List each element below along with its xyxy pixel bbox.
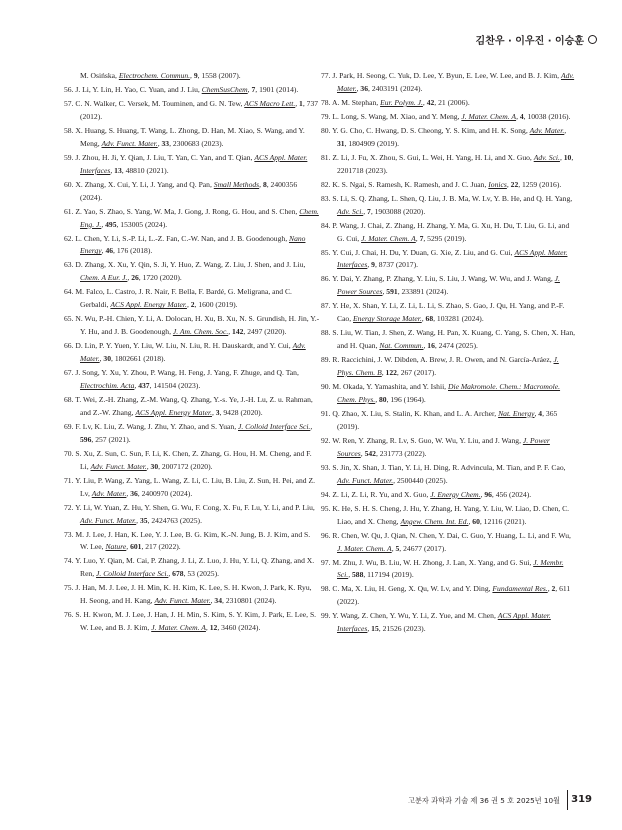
- reference-text: 75. J. Han, M. J. Lee, J. H. Min, K. H. Kim, K. Lee, S. H. Kwon, J. Park, K. Ryu, H. Seong, and H. Kang,: [64, 583, 312, 606]
- journal-name: Adv. Funct. Mater.: [154, 596, 211, 606]
- reference-text: 95. K. He, S. H. S. Cheng, J. Hu, Y. Zhang, H. Yang, Y. Liu, W. Liao, D. Chen, C. Liao, and X. Cheng,: [321, 503, 570, 526]
- journal-name: Adv. Funct. Mater.: [80, 515, 137, 525]
- reference-text: ,: [391, 543, 396, 553]
- reference-entry: [64, 84, 320, 97]
- footer-journal: 고분자 과학과 기술 제 36 권 5 호 2025년 10월: [408, 796, 560, 805]
- reference-text: , 257 (2021).: [91, 434, 131, 444]
- reference-text: ,: [381, 368, 386, 378]
- reference-entry: [321, 70, 577, 96]
- reference-text: 97. M. Zhu, J. Wu, B. Liu, W. H. Zhong, J. Lan, X. Yang, and G. Sui,: [321, 557, 534, 567]
- reference-text: 93. S. Jin, X. Shan, J. Tian, Y. Li, H. Ding, R. Advincula, M. Tian, and P. F. Cao,: [321, 462, 566, 472]
- reference-entry: [321, 111, 577, 124]
- volume-number: 36: [130, 488, 138, 498]
- reference-text: ,: [348, 570, 352, 580]
- reference-text: ,: [99, 354, 104, 364]
- reference-text: 58. X. Huang, S. Huang, T. Wang, L. Zhong, D. Han, M. Xiao, S. Wang, and Y. Meng,: [64, 125, 305, 148]
- reference-entry: [64, 340, 320, 366]
- reference-entry: [64, 555, 320, 581]
- journal-name: Eur. Polym. J.: [380, 97, 423, 107]
- journal-name: Nature: [105, 542, 127, 552]
- reference-text: ,: [127, 273, 132, 283]
- page-footer: [0, 794, 622, 808]
- journal-name: Chem. A Eur. J.: [80, 273, 128, 283]
- reference-text: 63. D. Zhang, X. Xu, Y. Qin, S. Ji, Y. Huo, Z. Wang, Z. Liu, J. Shen, and J. Liu,: [64, 260, 306, 270]
- reference-text: ,: [363, 206, 368, 216]
- volume-number: 495: [105, 219, 117, 229]
- reference-text: ,: [534, 408, 539, 418]
- reference-text: ,: [157, 138, 162, 148]
- reference-text: , 1802661 (2018).: [111, 354, 166, 364]
- reference-text: , 217 (2022).: [141, 542, 181, 552]
- journal-name: Small Methods: [213, 179, 260, 189]
- reference-text: ,: [506, 179, 511, 189]
- reference-entry: [64, 70, 320, 83]
- journal-name: ACS Appl. Mater. Interfaces: [337, 611, 551, 634]
- reference-text: , 53 (2025).: [183, 569, 219, 579]
- volume-number: 601: [130, 542, 142, 552]
- reference-text: , 9428 (2020).: [219, 407, 263, 417]
- volume-number: 542: [364, 448, 376, 458]
- reference-text: ,: [382, 287, 387, 297]
- reference-entry: [64, 582, 320, 608]
- reference-text: ,: [101, 246, 106, 256]
- header-authors: 김찬우 · 이우진 · 이승훈: [475, 36, 584, 47]
- volume-number: 68: [425, 314, 434, 324]
- reference-text: ,: [136, 515, 140, 525]
- reference-entry: [64, 152, 320, 178]
- reference-text: 82. K. S. Ngai, S. Ramesh, K. Ramesh, and J. C. Juan,: [321, 179, 489, 189]
- reference-entry: [64, 206, 320, 232]
- reference-text: 74. Y. Luo, Y. Qian, M. Cai, P. Zhang, J. Li, Z. Luo, J. Hu, Y. Li, Q. Zhang, and X. Ren,: [64, 556, 315, 579]
- volume-number: 3: [215, 407, 220, 417]
- volume-number: 678: [172, 569, 184, 579]
- volume-number: 8: [262, 179, 267, 189]
- reference-text: 56. J. Li, Y. Lin, H. Yao, C. Yuan, and J. Liu,: [64, 85, 202, 94]
- volume-number: 15: [371, 624, 379, 634]
- reference-text: , 365 (2019).: [337, 408, 558, 431]
- reference-entry: [321, 125, 577, 151]
- volume-number: 30: [103, 354, 112, 364]
- reference-text: 69. F. Lv, K. Liu, Z. Wang, J. Zhu, Y. Zhao, and S. Yuan,: [64, 421, 238, 431]
- journal-name: Electrochem. Commun.: [118, 71, 191, 80]
- reference-entry: [321, 557, 577, 583]
- reference-text: , 24677 (2017).: [399, 543, 447, 553]
- volume-number: 31: [337, 138, 345, 148]
- reference-text: 77. J. Park, H. Seong, C. Yuk, D. Lee, Y. Byun, E. Lee, W. Lee, and B. J. Kim,: [321, 71, 561, 80]
- journal-name: Adv. Mater.: [91, 488, 127, 498]
- reference-text: , 1901 (2014).: [255, 85, 299, 94]
- reference-text: , 1259 (2016).: [518, 179, 562, 189]
- reference-entry: [64, 313, 320, 339]
- volume-number: 7: [419, 233, 424, 243]
- reference-entry: [64, 125, 320, 151]
- volume-number: 2: [190, 300, 195, 310]
- journal-name: Adv. Funct. Mater.: [337, 475, 394, 485]
- reference-entry: [321, 273, 577, 299]
- reference-text: 94. Z. Li, Z. Li, R. Yu, and X. Guo,: [321, 489, 431, 499]
- journal-name: ChemSusChem: [201, 85, 248, 94]
- reference-text: ,: [468, 516, 473, 526]
- reference-text: , 2310801 (2024).: [222, 596, 277, 606]
- reference-text: , 231773 (2022).: [375, 448, 427, 458]
- reference-entry: [321, 97, 577, 110]
- journal-name: Adv. Mater.: [337, 71, 575, 93]
- reference-entry: [321, 354, 577, 380]
- volume-number: 2: [551, 584, 556, 594]
- volume-number: 22: [510, 179, 519, 189]
- reference-entry: [321, 583, 577, 609]
- reference-text: 92. W. Ren, Y. Zhang, R. Lv, S. Guo, W. Wu, Y. Liu, and J. Wang,: [321, 435, 523, 445]
- reference-text: , 117194 (2019).: [363, 570, 414, 580]
- reference-text: ,: [259, 179, 263, 189]
- reference-text: , 267 (2017).: [396, 368, 437, 378]
- reference-text: , 2403191 (2024).: [368, 83, 423, 93]
- reference-text: ,: [516, 111, 520, 121]
- reference-entry: [321, 300, 577, 326]
- reference-text: 78. A. M. Stephan,: [321, 97, 381, 107]
- reference-text: 85. Y. Cui, J. Chai, H. Du, Y. Duan, G. Xie, Z. Liu, and G. Cui,: [321, 247, 515, 257]
- reference-entry: [64, 421, 320, 447]
- references-right-column: [321, 70, 577, 637]
- volume-number: 26: [131, 273, 139, 283]
- reference-text: , 2497 (2020).: [243, 327, 287, 337]
- reference-text: , 48810 (2021).: [121, 165, 169, 175]
- journal-name: Electrochim. Acta: [80, 380, 135, 390]
- reference-text: , 611 (2022).: [337, 584, 571, 607]
- volume-number: 12: [209, 623, 218, 633]
- reference-text: , 1558 (2007).: [197, 71, 241, 80]
- reference-text: , 456 (2024).: [491, 489, 532, 499]
- reference-entry: [64, 609, 320, 635]
- volume-number: 591: [386, 287, 398, 297]
- reference-text: , 1903088 (2020).: [370, 206, 426, 216]
- reference-text: ,: [564, 125, 567, 135]
- reference-text: 70. S. Xu, Z. Sun, C. Sun, F. Li, K. Chen, Z. Zhang, G. Hou, H. M. Cheng, and F. Li,: [64, 448, 312, 471]
- journal-name: J. Membr. Sci.: [337, 557, 564, 580]
- volume-number: 16: [427, 341, 435, 351]
- volume-number: 4: [538, 408, 543, 418]
- volume-number: 596: [80, 434, 92, 444]
- reference-text: 99. Y. Wang, Z. Chen, Y. Wu, Y. Li, Z. Yue, and M. Chen,: [321, 611, 498, 621]
- reference-entry: [64, 475, 320, 501]
- reference-text: , 141504 (2023).: [149, 380, 201, 390]
- reference-text: 87. Y. He, X. Shan, Y. Li, Z. Li, L. Li, S. Zhao, S. Gao, J. Qu, H. Yang, and P.-F. Cao,: [321, 301, 565, 324]
- journal-name: J. Mater. Chem. A: [461, 111, 517, 121]
- reference-text: ,: [421, 314, 426, 324]
- reference-text: ,: [110, 165, 115, 175]
- reference-text: 90. M. Okada, Y. Yamashita, and Y. Ishii,: [321, 382, 448, 392]
- volume-number: 9: [371, 260, 375, 270]
- reference-text: ,: [367, 624, 372, 634]
- journal-name: J. Mater. Chem. A: [151, 623, 206, 633]
- reference-entry: [321, 408, 577, 434]
- reference-text: , 21 (2006).: [434, 97, 470, 107]
- reference-entry: [321, 462, 577, 488]
- journal-name: Energy Storage Mater.: [353, 314, 422, 324]
- reference-text: 73. M. J. Lee, J. Han, K. Lee, Y. J. Lee, B. G. Kim, K.-N. Jung, B. J. Kim, and S. W. Lee,: [64, 529, 311, 552]
- volume-number: 437: [138, 380, 150, 390]
- volume-number: 13: [114, 165, 122, 175]
- reference-entry: [321, 435, 577, 461]
- reference-text: , 737 (2012).: [80, 99, 319, 121]
- reference-text: , 103281 (2024).: [433, 314, 484, 324]
- reference-text: 79. L. Long, S. Wang, M. Xiao, and Y. Meng,: [321, 111, 462, 121]
- reference-text: , 2500440 (2025).: [393, 475, 448, 485]
- reference-text: ,: [247, 85, 252, 94]
- journal-name: J. Power Sources: [337, 274, 560, 297]
- reference-text: , 10038 (2016).: [523, 111, 571, 121]
- reference-entry: [64, 233, 320, 259]
- reference-text: 84. P. Wang, J. Chai, Z. Zhang, H. Zhang, Y. Ma, G. Xu, H. Du, T. Liu, G. Li, and G. Cui,: [321, 220, 570, 243]
- reference-entry: [64, 179, 320, 205]
- reference-text: ,: [367, 260, 372, 270]
- volume-number: 5: [395, 543, 400, 553]
- journal-name: Adv. Funct. Mater.: [101, 138, 158, 148]
- reference-text: 81. Z. Li, J. Fu, X. Zhou, S. Gui, L. Wei, H. Yang, H. Li, and X. Guo,: [321, 152, 534, 162]
- reference-text: ,: [146, 461, 151, 471]
- reference-entry: [321, 220, 577, 246]
- journal-name: ACS Appl. Mater. Interfaces: [337, 247, 568, 270]
- reference-text: ,: [375, 394, 379, 404]
- references-left-column: [64, 70, 320, 636]
- reference-text: , 2400970 (2024).: [137, 488, 193, 498]
- reference-text: , 2400356 (2024).: [80, 179, 298, 202]
- reference-text: ,: [126, 488, 131, 498]
- reference-text: ,: [210, 596, 215, 606]
- reference-text: 59. J. Zhou, H. Ji, Y. Qian, J. Liu, T. Yan, C. Yan, and T. Qian,: [64, 152, 255, 162]
- reference-text: 71. Y. Liu, P. Wang, Z. Yang, L. Wang, Z. Li, C. Liu, B. Liu, Z. Sun, H. Pei, and Z. Lv,: [64, 475, 315, 498]
- volume-number: 34: [214, 596, 223, 606]
- journal-name: Adv. Sci.: [337, 206, 364, 216]
- reference-text: ,: [228, 327, 233, 337]
- journal-name: J. Mater. Chem. A: [337, 543, 392, 553]
- journal-name: Nat. Energy: [498, 408, 535, 418]
- volume-number: 33: [161, 138, 170, 148]
- reference-text: , 176 (2018).: [113, 246, 153, 256]
- reference-text: ,: [559, 152, 564, 162]
- volume-number: 9: [193, 71, 198, 80]
- reference-text: ,: [168, 569, 173, 579]
- reference-text: ,: [480, 489, 485, 499]
- reference-text: , 196 (1964).: [386, 394, 426, 404]
- reference-text: , 2474 (2025).: [434, 341, 478, 351]
- journal-name: Adv. Funct. Mater.: [90, 461, 147, 471]
- reference-text: 62. L. Chen, Y. Li, S.-P. Li, L.-Z. Fan, C.-W. Nan, and J. B. Goodenough,: [64, 233, 289, 243]
- reference-text: , 21526 (2023).: [378, 624, 426, 634]
- reference-text: , 2300683 (2023).: [169, 138, 224, 148]
- journal-name: J. Colloid Interface Sci.: [96, 569, 169, 579]
- reference-text: 65. N. Wu, P.-H. Chien, Y. Li, A. Dolocan, H. Xu, B. Xu, N. S. Grundish, H. Jin, Y.-Y. Hu, and J. B. Goodenough,: [64, 314, 320, 337]
- reference-text: 83. S. Li, S. Q. Zhang, L. Shen, Q. Liu, J. B. Ma, W. Lv, Y. B. He, and Q. H. Yang,: [321, 193, 573, 203]
- volume-number: 7: [251, 85, 256, 94]
- reference-text: ,: [422, 97, 427, 107]
- reference-text: , 12116 (2021).: [479, 516, 527, 526]
- reference-text: 67. J. Song, Y. Xu, Y. Zhou, P. Wang, H. Feng, J. Yang, F. Zhuge, and Q. Tan,: [64, 368, 299, 378]
- reference-text: , 2424763 (2025).: [147, 515, 202, 525]
- reference-entry: [64, 529, 320, 555]
- reference-text: 76. S. H. Kwon, M. J. Lee, J. Han, J. H. Min, S. Kim, S. Y. Kim, J. Park, E. Lee, S. W. Lee, and B. J. Kim,: [64, 610, 317, 633]
- journal-name: Adv. Sci.: [533, 152, 560, 162]
- reference-text: 89. R. Raccichini, J. W. Dibden, A. Brew, J. R. Owen, and N. García-Aráez,: [321, 355, 554, 365]
- reference-text: 98. C. Ma, X. Liu, H. Geng, X. Qu, W. Lv, and Y. Ding,: [321, 584, 493, 594]
- header-circle-icon: [588, 35, 597, 44]
- journal-name: Chem. Eng. J.: [80, 206, 319, 229]
- journal-name: ACS Appl. Energy Mater.: [110, 300, 187, 310]
- reference-text: ,: [190, 71, 194, 80]
- reference-text: , 8737 (2017).: [374, 260, 418, 270]
- reference-entry: [64, 448, 320, 474]
- volume-number: 36: [360, 83, 369, 93]
- reference-text: M. Osińska,: [80, 71, 119, 80]
- reference-text: ,: [205, 623, 210, 633]
- reference-text: ,: [186, 300, 191, 310]
- journal-name: ACS Appl. Energy Mater.: [135, 407, 212, 417]
- reference-entry: [64, 98, 320, 124]
- volume-number: 7: [367, 206, 371, 216]
- volume-number: 30: [150, 461, 159, 471]
- reference-text: ,: [295, 99, 300, 108]
- footer-divider: [567, 790, 568, 810]
- journal-name: J. Colloid Interface Sci.: [238, 421, 311, 431]
- reference-text: ,: [423, 341, 428, 351]
- reference-entry: [321, 610, 577, 636]
- reference-text: 88. S. Liu, W. Tian, J. Shen, Z. Wang, H. Pan, X. Kuang, C. Yang, S. Chen, X. Han, and H. Quan,: [321, 328, 576, 351]
- reference-text: , 153005 (2024).: [116, 219, 168, 229]
- reference-entry: [321, 381, 577, 407]
- reference-text: ,: [415, 233, 420, 243]
- reference-text: , 233891 (2024).: [397, 287, 449, 297]
- journal-name: J. Energy Chem.: [430, 489, 481, 499]
- reference-text: , 2201718 (2023).: [337, 152, 574, 175]
- reference-entry: [321, 503, 577, 529]
- journal-name: Ionics: [488, 179, 507, 189]
- reference-text: ,: [310, 421, 313, 431]
- volume-number: 60: [472, 516, 480, 526]
- journal-name: Adv. Mater.: [529, 125, 565, 135]
- reference-text: , 5295 (2019).: [423, 233, 467, 243]
- reference-entry: [64, 259, 320, 285]
- reference-entry: [64, 367, 320, 393]
- journal-name: Nat. Commun.: [379, 341, 424, 351]
- volume-number: 46: [105, 246, 114, 256]
- reference-text: ,: [360, 448, 365, 458]
- journal-name: ACS Macro Lett.: [244, 99, 296, 108]
- journal-name: J. Power Sources: [337, 435, 550, 458]
- reference-entry: [321, 530, 577, 556]
- reference-text: 91. Q. Zhao, X. Liu, S. Stalin, K. Khan, and L. A. Archer,: [321, 408, 499, 418]
- reference-entry: [321, 152, 577, 178]
- reference-text: 96. R. Chen, W. Qu, J. Qian, N. Chen, Y. Dai, C. Guo, Y. Huang, L. Li, and F. Wu,: [321, 530, 571, 540]
- reference-text: 86. Y. Dai, Y. Zhang, P. Zhang, Y. Liu, S. Liu, J. Wang, W. Wu, and J. Wang,: [321, 274, 555, 284]
- reference-text: , 2007172 (2020).: [158, 461, 213, 471]
- journal-name: J. Mater. Chem. A: [361, 233, 416, 243]
- volume-number: 1: [299, 99, 303, 108]
- reference-text: ,: [211, 407, 216, 417]
- running-header: [476, 32, 597, 47]
- journal-name: Angew. Chem. Int. Ed.: [400, 516, 469, 526]
- journal-name: J. Phys. Chem. B: [337, 355, 559, 378]
- journal-name: Fundamental Res.: [492, 584, 548, 594]
- journal-name: J. Am. Chem. Soc.: [172, 327, 229, 337]
- journal-name: Die Makromole. Chem.: Macromole. Chem. Phys.: [337, 382, 561, 404]
- volume-number: 122: [385, 368, 397, 378]
- journal-name: ACS Appl. Mater. Interfaces: [80, 152, 308, 175]
- volume-number: 80: [378, 394, 387, 404]
- reference-text: 80. Y. G. Cho, C. Hwang, D. S. Cheong, Y. S. Kim, and H. K. Song,: [321, 125, 530, 135]
- journal-name: Nano Energy: [80, 233, 306, 256]
- volume-number: 142: [232, 327, 244, 337]
- volume-number: 4: [519, 111, 524, 121]
- reference-entry: [64, 502, 320, 528]
- reference-entry: [64, 286, 320, 312]
- volume-number: 96: [484, 489, 492, 499]
- journal-name: Adv. Mater.: [80, 341, 306, 364]
- reference-entry: [321, 247, 577, 273]
- volume-number: 42: [426, 97, 435, 107]
- volume-number: 10: [563, 152, 572, 162]
- reference-entry: [321, 179, 577, 192]
- reference-entry: [321, 193, 577, 219]
- reference-text: , 1720 (2020).: [138, 273, 182, 283]
- reference-text: 68. T. Wei, Z.-H. Zhang, Z.-M. Wang, Q. Zhang, Y.-s. Ye, J.-H. Lu, Z. u. Rahman, and Z.-W. Zhang,: [64, 394, 313, 417]
- volume-number: 35: [139, 515, 148, 525]
- reference-text: ,: [126, 542, 131, 552]
- reference-text: 66. D. Lin, P. Y. Yuen, Y. Liu, W. Liu, N. Liu, R. H. Dauskardt, and Y. Cui,: [64, 341, 293, 351]
- reference-text: 60. X. Zhang, X. Cui, Y. Li, J. Yang, and Q. Pan,: [64, 179, 214, 189]
- reference-text: , 3460 (2024).: [217, 623, 261, 633]
- reference-text: ,: [101, 219, 106, 229]
- reference-text: , 1600 (2019).: [194, 300, 238, 310]
- reference-entry: [64, 394, 320, 420]
- reference-text: 72. Y. Li, W. Yuan, Z. Hu, Y. Shen, G. Wu, F. Cong, X. Fu, F. Lu, Y. Li, and P. Liu,: [64, 502, 315, 512]
- reference-entry: [321, 489, 577, 502]
- reference-text: ,: [547, 584, 552, 594]
- reference-entry: [321, 327, 577, 353]
- volume-number: 588: [351, 570, 364, 580]
- reference-text: , 1804909 (2019).: [344, 138, 400, 148]
- reference-text: 64. M. Falco, L. Castro, J. R. Nair, F. Bella, F. Bardé, G. Meligrana, and C. Gerbaldi,: [64, 287, 292, 310]
- reference-text: 61. Z. Yao, S. Zhao, S. Yang, W. Ma, J. Gong, J. Rong, G. Hou, and S. Chen,: [64, 206, 300, 216]
- page-number: 319: [571, 794, 592, 805]
- reference-text: 57. C. N. Walker, C. Versek, M. Touminen, and G. N. Tew,: [64, 99, 245, 108]
- reference-text: ,: [356, 83, 361, 93]
- reference-text: ,: [134, 380, 139, 390]
